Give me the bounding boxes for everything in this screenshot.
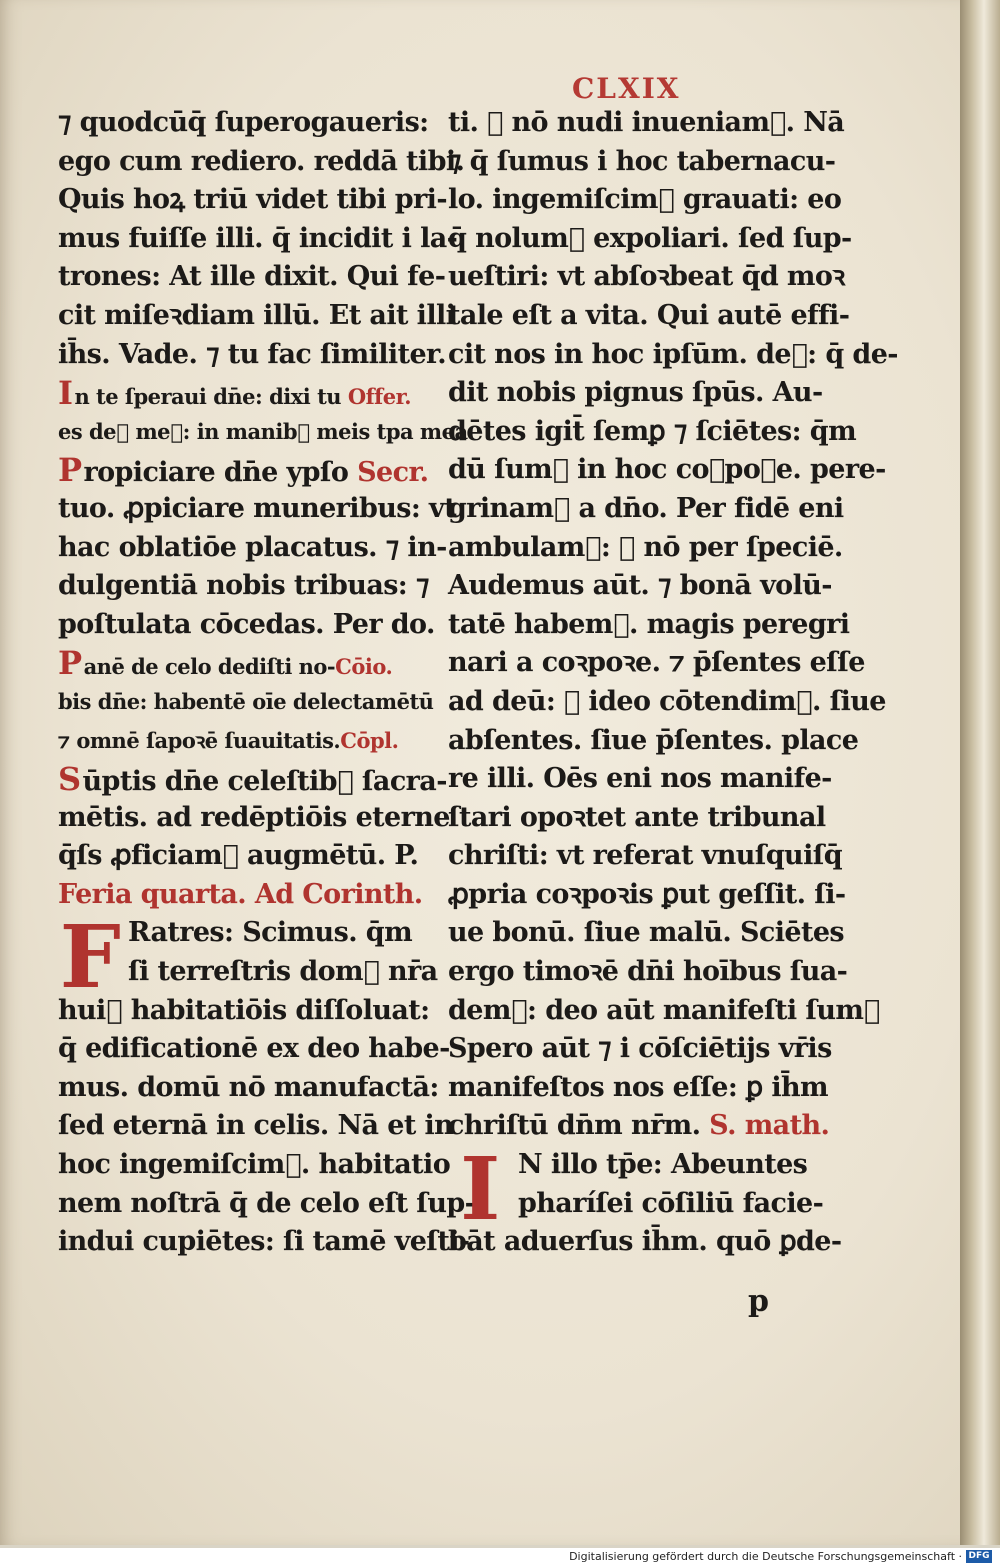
footer-credit: Digitalisierung gefördert durch die Deutsche Forschungsgemeinschaft ·	[569, 1550, 962, 1563]
line-text: tatē habem᷑. magis peregri	[448, 608, 850, 640]
line-text: ſi terreſtris dom᷑ nr̄a	[128, 956, 438, 988]
line-text: es de᷑ me᷑: in manib᷑ meis tpa mea	[58, 418, 468, 444]
line-text: q̄ edificationē ex deo habe-	[58, 1033, 450, 1065]
line-text: cit nos in hoc ipſūm. de᷑: q̄ de-	[448, 338, 898, 370]
text-line	[448, 1030, 832, 1069]
rubric-label: Secr.	[357, 457, 429, 489]
line-text: Spero aūt ⁊ i cōſciētijs vr̄is	[448, 1033, 832, 1065]
text-line	[58, 606, 435, 645]
line-text: ⁊ q̄ ſumus i hoc tabernacu-	[448, 145, 836, 177]
text-line	[58, 181, 447, 220]
text-line	[448, 644, 865, 683]
text-line	[448, 490, 844, 529]
line-text: grinam᷑ a dn̄o. Per fidē eni	[448, 492, 844, 524]
text-line	[448, 1185, 824, 1224]
text-line	[58, 374, 428, 413]
line-text: Feria quarta. Ad Corinth.	[58, 878, 423, 910]
line-text: mētis. ad redēptiōis eterne	[58, 801, 450, 833]
line-text: ambulam᷑: ⁊ nō per ſpeciē.	[448, 531, 843, 563]
line-text: ropiciare dn̄e ypſo	[83, 457, 358, 489]
line-text: abſentes. ſiue p̄ſentes. place	[448, 724, 859, 756]
text-line	[448, 1107, 830, 1146]
line-text: N illo tp̄e: Abeuntes	[518, 1149, 808, 1181]
text-line	[58, 1146, 451, 1185]
text-line	[448, 722, 859, 761]
text-line	[58, 683, 434, 722]
rubric-label: Offer.	[347, 384, 412, 410]
line-text: ergo timoꝛē dn̄i hoībus ſua-	[448, 956, 848, 988]
line-text: poſtulata cōcedas. Per do.	[58, 608, 435, 640]
text-line	[58, 837, 428, 876]
line-text: q̄ nolum᷑ expoliari. ſed ſup-	[448, 222, 852, 254]
text-line	[448, 374, 823, 413]
line-text: re illi. Oēs eni nos manife-	[448, 763, 832, 795]
line-text: Quis hoꝝ triū videt tibi pri-	[58, 184, 447, 216]
line-text: manifeſtos nos eſſe: ꝑ ih̄m	[448, 1071, 829, 1103]
text-line	[58, 644, 428, 683]
line-text: mus. domū nō manufactā:	[58, 1071, 439, 1103]
rubric-initial: P	[58, 451, 82, 490]
text-line	[58, 1030, 450, 1069]
right-text-column	[448, 104, 898, 1262]
text-line	[448, 297, 850, 336]
line-text: Ratres: Scimus. q̄m	[128, 917, 413, 949]
line-text: bāt aduerſus ih̄m. quō ꝑde-	[448, 1226, 842, 1258]
text-line	[448, 799, 826, 838]
line-text: ſtari opoꝛtet ante tribunal	[448, 801, 826, 833]
text-line	[448, 992, 880, 1031]
text-line	[58, 1107, 454, 1146]
rubric-label: Cōpl.	[340, 727, 399, 753]
text-line	[448, 451, 886, 490]
text-line	[58, 297, 456, 336]
text-line	[58, 258, 446, 297]
line-text: hoc ingemiſcim᷑. habitatio	[58, 1149, 451, 1181]
text-line	[58, 104, 428, 143]
line-text: dētes igit̄ ſemꝑ ⁊ ſciētes: q̄m	[448, 415, 857, 447]
text-line	[448, 683, 886, 722]
text-line	[448, 1069, 829, 1108]
text-line	[448, 336, 898, 375]
line-text: ⁊ omnē ſapoꝛē ſuauitatis.	[58, 727, 341, 753]
line-text: dulgentiā nobis tribuas: ⁊	[58, 570, 429, 602]
line-text: dū ſum᷑ in hoc coꝛpoꝛe. pere-	[448, 454, 886, 486]
rubric-label: Cōio.	[335, 654, 393, 680]
line-text: indui cupiētes: ſi tamē veſti-	[58, 1226, 470, 1258]
text-line	[58, 722, 428, 761]
text-line	[448, 220, 852, 259]
text-line	[448, 104, 845, 143]
line-text: cit miſeꝛdiam illū. Et ait illi	[58, 299, 456, 331]
line-text: n te ſperaui dn̄e: dixi tu	[74, 384, 348, 410]
line-text: mus fuiſſe illi. q̄ incidit i la-	[58, 222, 458, 254]
rubric-initial: S	[58, 760, 81, 799]
line-text: tale eſt a vita. Qui autē effi-	[448, 299, 850, 331]
drop-cap-initial: F	[59, 907, 121, 1009]
line-text: bis dn̄e: habentē oīe delectamētū	[58, 688, 434, 714]
catchword: p	[748, 1284, 769, 1319]
text-line	[58, 529, 447, 568]
line-text: ueſtiri: vt abſoꝛbeat q̄d moꝛ	[448, 261, 845, 293]
text-line	[448, 529, 843, 568]
line-text: ih̄s. Vade. ⁊ tu fac ſimiliter.	[58, 338, 446, 370]
rubric-initial: P	[58, 644, 82, 683]
text-line	[58, 567, 428, 606]
line-text: hac oblatiōe placatus. ⁊ in-	[58, 531, 447, 563]
line-text: chriſtū dn̄m nr̄m.	[448, 1110, 710, 1142]
line-text: trones: At ille dixit. Qui fe-	[58, 261, 446, 293]
line-text: ti. ⁊ nō nudi inueniam᷑. Nā	[448, 107, 845, 138]
line-text: ue bonū. ſiue malū. Sciētes	[448, 917, 845, 949]
line-text: Audemus aūt. ⁊ bonā volū-	[448, 570, 832, 602]
text-line	[58, 760, 447, 799]
text-line	[58, 799, 450, 838]
line-text: ꝓpria coꝛpoꝛis ꝑut geſſit. ſi-	[448, 878, 846, 910]
text-line	[448, 606, 850, 645]
book-edge	[960, 0, 1000, 1545]
folio-number: CLXIX	[572, 72, 681, 105]
line-text: chriſti: vt referat vnuſquiſq̄	[448, 840, 843, 872]
line-text: anē de celo dediſti no-	[83, 654, 336, 680]
text-line	[448, 953, 848, 992]
line-text: hui᷑ habitatiōis diſſoluat:	[58, 994, 430, 1026]
text-line	[58, 1069, 439, 1108]
line-text: ⁊ quodcūq̄ ſuperogaueris:	[58, 107, 429, 138]
line-text: dit nobis pignus ſpūs. Au-	[448, 377, 823, 409]
line-text: tuo. ꝓpiciare muneribus: vt	[58, 492, 457, 524]
footer-bar	[0, 1548, 1000, 1566]
line-text: dem᷑: deo aūt manifeſti ſum᷑	[448, 994, 880, 1026]
line-text: nari a coꝛpoꝛe. ⁊ p̄ſentes eſſe	[448, 647, 865, 679]
line-text: lo. ingemiſcim᷑ grauati: eo	[448, 184, 842, 216]
rubric-label: S. math.	[709, 1110, 830, 1142]
left-text-column	[58, 104, 476, 1262]
line-text: ego cum rediero. reddā tibi.	[58, 145, 465, 177]
text-line	[58, 953, 438, 992]
text-line	[448, 837, 843, 876]
text-line	[448, 760, 832, 799]
text-line	[58, 1185, 476, 1224]
text-line	[58, 413, 468, 452]
line-text: ſed eternā in celis. Nā et in	[58, 1110, 454, 1142]
line-text: pharíſei cōſiliū facie-	[518, 1187, 824, 1219]
line-text: q̄ſs ꝓficiam᷑ augmētū. P.	[58, 840, 419, 872]
text-line	[448, 914, 845, 953]
text-line	[58, 336, 446, 375]
rubric-initial: I	[58, 374, 73, 413]
text-line	[58, 1223, 470, 1262]
line-text: nem noſtrā q̄ de celo eſt ſup-	[58, 1187, 476, 1219]
text-line	[448, 258, 845, 297]
text-line	[448, 181, 842, 220]
text-line	[58, 451, 428, 490]
text-line	[58, 490, 457, 529]
text-line	[448, 567, 832, 606]
text-line	[58, 143, 465, 182]
drop-cap-initial: I	[460, 1139, 500, 1241]
text-line	[448, 876, 846, 915]
text-line	[448, 143, 836, 182]
line-text: ad deū: ⁊ ideo cōtendim᷑. ſiue	[448, 685, 886, 717]
dfg-logo-icon: DFG	[966, 1550, 992, 1563]
text-line	[58, 220, 458, 259]
text-line	[448, 413, 857, 452]
line-text: ūptis dn̄e celeſtib᷑ ſacra-	[82, 766, 447, 798]
